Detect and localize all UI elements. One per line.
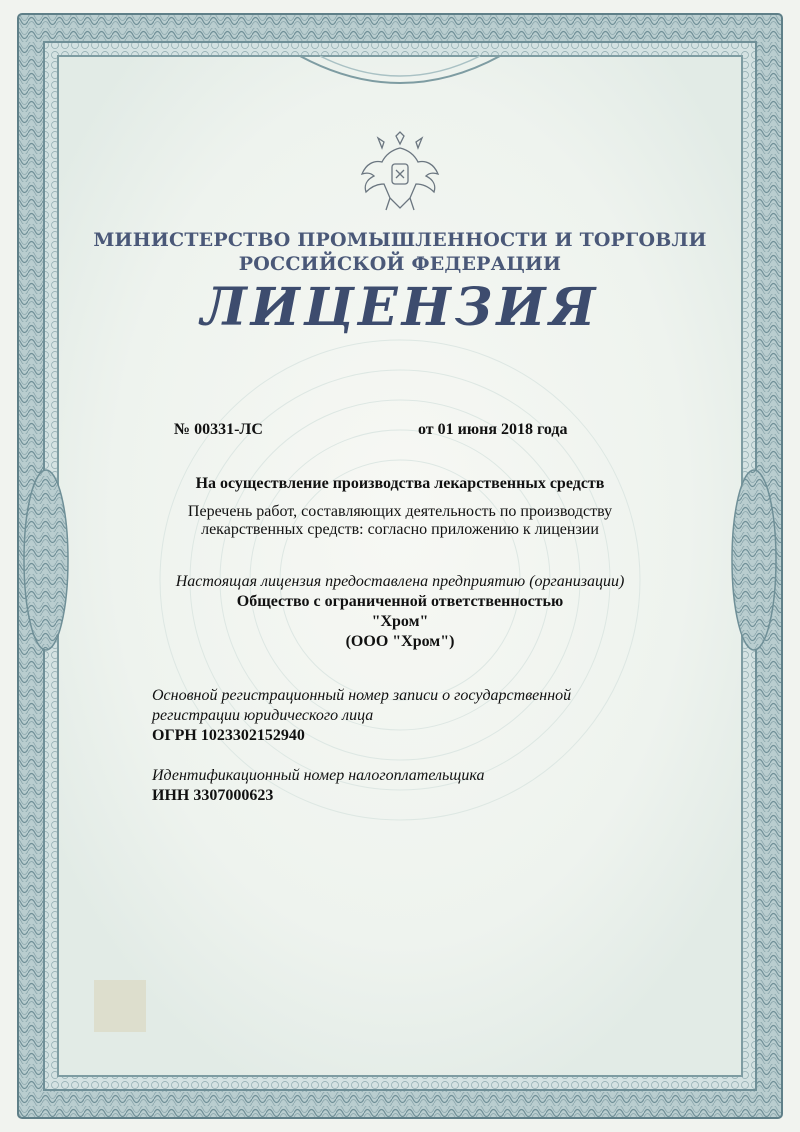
works-list-line-2: лекарственных средств: согласно приложению к лицензии [201,521,599,538]
ogrn-caption-line-1: Основной регистрационный номер записи о государственной [152,687,572,704]
document-title: ЛИЦЕНЗИЯ [200,277,600,338]
holder-name-line-1: Общество с ограниченной ответственностью [236,593,564,610]
ogrn-caption-line-2: регистрации юридического лица [152,707,374,724]
license-number: № 00331-ЛС [174,421,263,438]
holder-name-line-3: (ООО "Хром") [345,633,455,650]
holder-intro: Настоящая лицензия предоставлена предприятию (организации) [175,573,625,590]
inn-caption: Идентификационный номер налогоплательщика [152,767,485,784]
works-list-line-1: Перечень работ, составляющих деятельность по производству [187,503,613,520]
double-headed-eagle-emblem-icon [352,124,448,220]
license-activity: На осуществление производства лекарственных средств [195,475,605,492]
inn-value: ИНН 3307000623 [152,787,274,804]
ministry-name [0,228,800,276]
ministry-name-line-2: РОССИЙСКОЙ ФЕДЕРАЦИИ [238,253,562,275]
holder-name-line-2: "Хром" [371,613,429,630]
ogrn-value: ОГРН 1023302152940 [152,727,305,744]
ministry-name-line-1: МИНИСТЕРСТВО ПРОМЫШЛЕННОСТИ И ТОРГОВЛИ [93,229,707,251]
license-date: от 01 июня 2018 года [418,421,568,438]
